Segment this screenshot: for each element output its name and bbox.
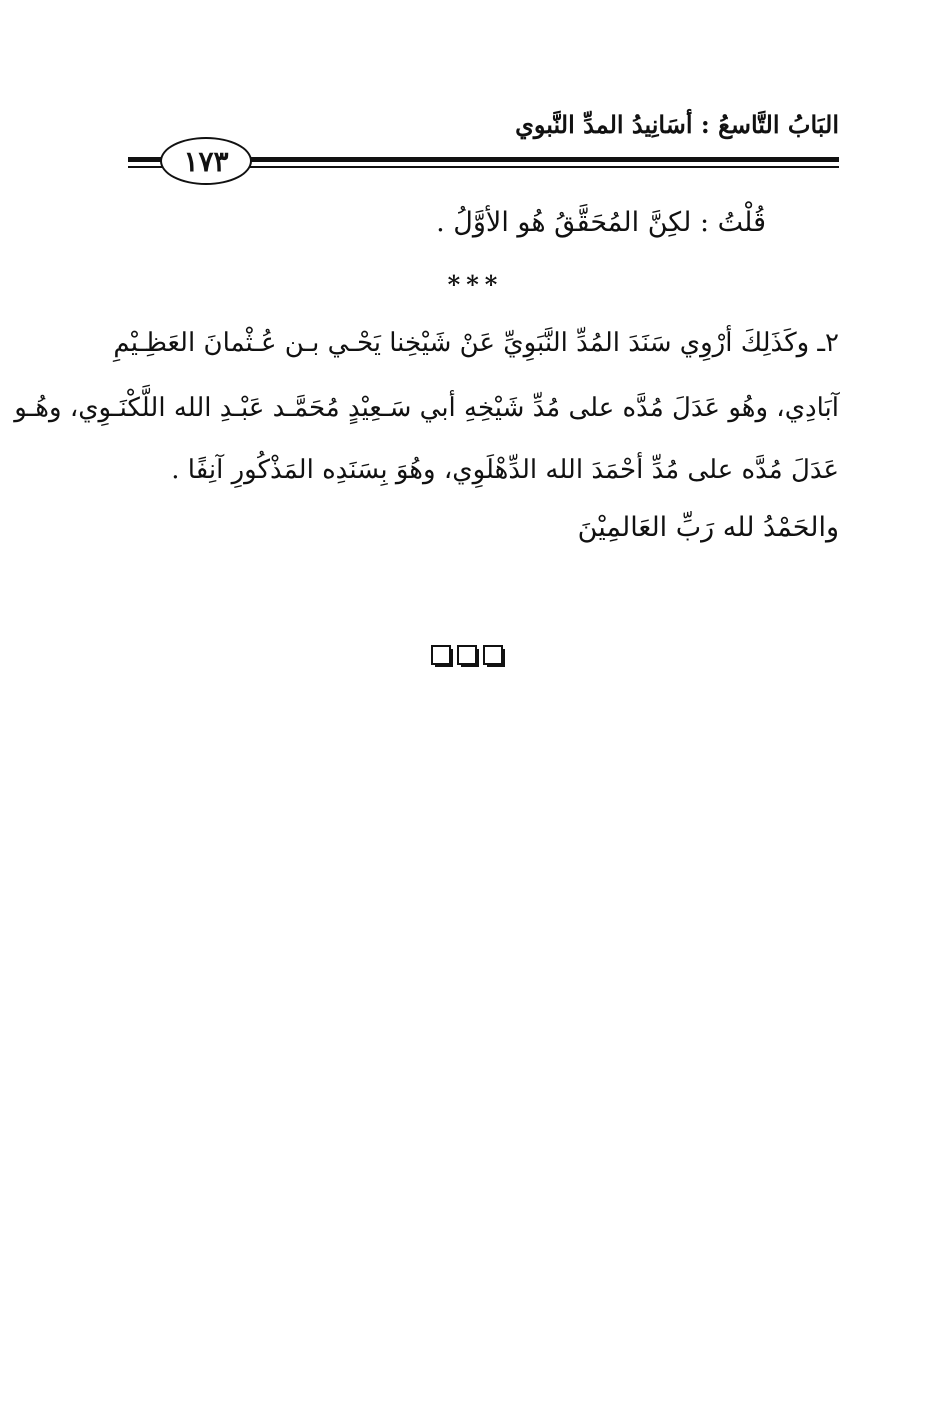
section-separator: ***	[447, 270, 504, 299]
page-number-badge	[160, 137, 252, 185]
paragraph-line-2: آبَادِي، وهُو عَدَلَ مُدَّه على مُدِّ شَيْخِهِ أبي سَـعِيْدٍ مُحَمَّـد عَبْـدِ الله اللَّكْنَـوِي، وهُـو	[14, 393, 839, 423]
page-number: ١٧٣	[183, 144, 229, 178]
paragraph-line-3: عَدَلَ مُدَّه على مُدِّ أحْمَدَ الله الدِّهْلَوِي، وهُوَ بِسَنَدِه المَذْكُورِ آنِفًا .	[171, 455, 839, 485]
page-header	[0, 0, 951, 200]
end-of-chapter-icon	[431, 645, 505, 667]
opening-statement: قُلْتُ : لكِنَّ المُحَقَّقُ هُو الأوَّلُ .	[436, 207, 766, 238]
square-icon	[483, 645, 505, 667]
running-title: البَابُ التَّاسعُ : أسَانِيدُ المدِّ النَّبوي	[515, 110, 839, 139]
square-icon	[431, 645, 453, 667]
closing-praise: والحَمْدُ لله رَبِّ العَالمِيْنَ	[577, 512, 839, 543]
paragraph-line-1: ٢ـ وكَذَلِكَ أرْوِي سَنَدَ المُدِّ النَّبَوِيِّ عَنْ شَيْخِنا يَحْـي بـن عُـثْمانَ العَظِـيْمِ	[113, 328, 839, 358]
square-icon	[457, 645, 479, 667]
